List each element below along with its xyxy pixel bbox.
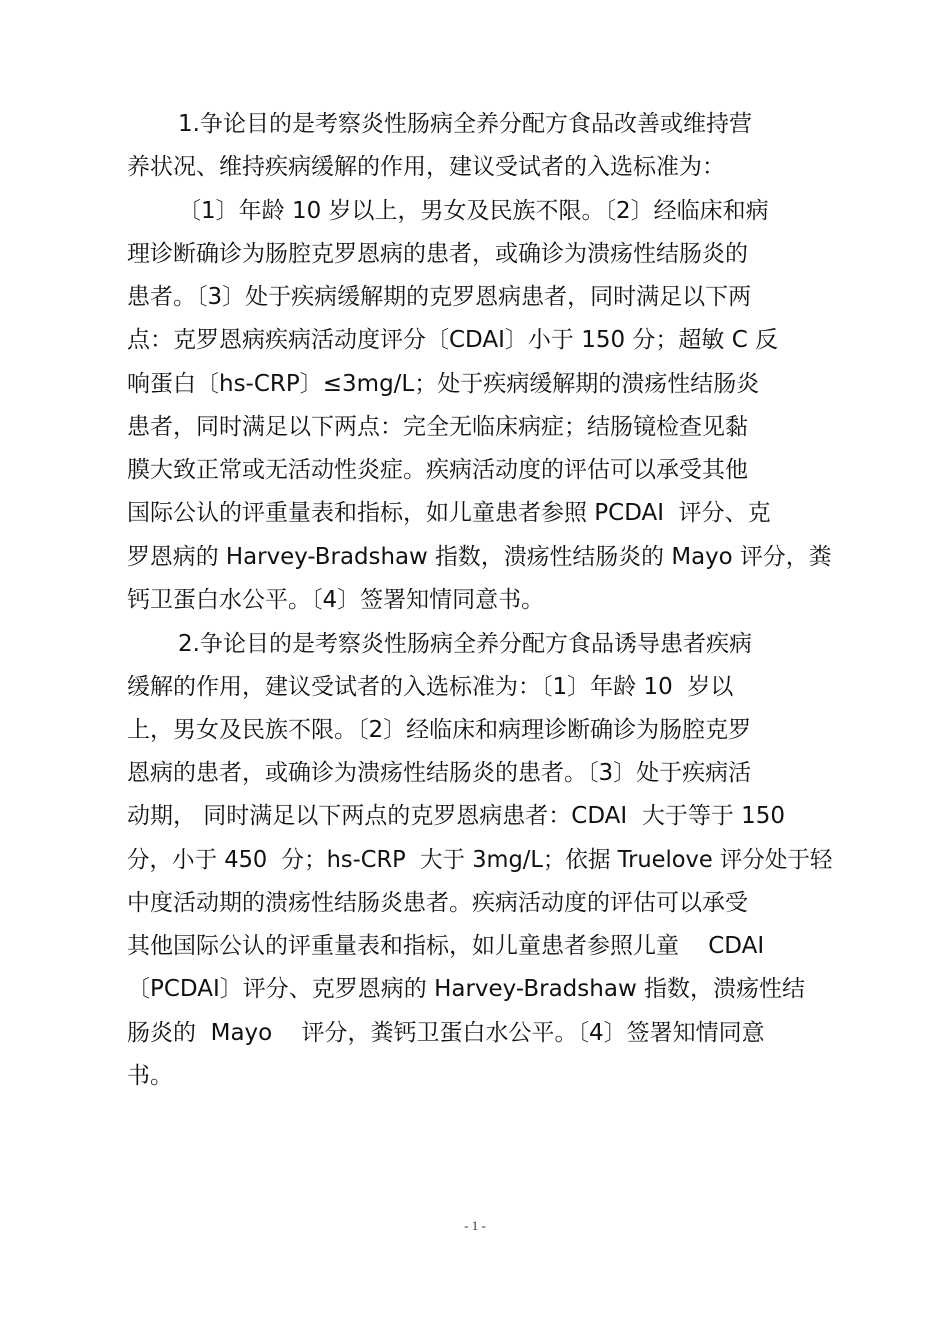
text-line: 上，男女及民族不限。〔2〕经临床和病理诊断确诊为肠腔克罗: [127, 717, 752, 743]
text-line: 中度活动期的溃疡性结肠炎患者。疾病活动度的评估可以承受: [127, 890, 748, 916]
text-line: 书。: [127, 1063, 173, 1089]
text-line: 膜大致正常或无活动性炎症。疾病活动度的评估可以承受其他: [127, 457, 748, 483]
page-number: - 1 -: [464, 1218, 486, 1233]
text-line: 〔1〕年龄 10 岁以上，男女及民族不限。〔2〕经临床和病: [178, 198, 769, 224]
text-line: 养状况、维持疾病缓解的作用，建议受试者的入选标准为：: [127, 154, 725, 180]
text-line: 患者，同时满足以下两点：完全无临床病症；结肠镜检查见黏: [127, 414, 748, 440]
text-line: 理诊断确诊为肠腔克罗恩病的患者，或确诊为溃疡性结肠炎的: [127, 241, 748, 267]
text-line: 罗恩病的 Harvey-Bradshaw 指数，溃疡性结肠炎的 Mayo 评分，粪: [127, 544, 832, 570]
text-line: 〔PCDAI〕评分、克罗恩病的 Harvey-Bradshaw 指数，溃疡性结: [127, 976, 806, 1002]
text-line: 缓解的作用，建议受试者的入选标准为：〔1〕年龄 10 岁以: [127, 674, 734, 700]
text-line: 患者。〔3〕处于疾病缓解期的克罗恩病患者，同时满足以下两: [127, 284, 752, 310]
text-line: 点：克罗恩病疾病活动度评分〔CDAI〕小于 150 分；超敏 C 反: [127, 327, 779, 353]
text-line: 肠炎的 Mayo 评分，粪钙卫蛋白水公平。〔4〕签署知情同意: [127, 1020, 765, 1046]
text-line: 钙卫蛋白水公平。〔4〕签署知情同意书。: [127, 587, 545, 613]
text-line: 2.争论目的是考察炎性肠病全养分配方食品诱导患者疾病: [178, 631, 752, 657]
text-line: 动期， 同时满足以下两点的克罗恩病患者：CDAI 大于等于 150: [127, 803, 786, 829]
text-line: 分，小于 450 分；hs-CRP 大于 3mg/L；依据 Truelove 评分处于轻: [127, 847, 833, 873]
text-line: 响蛋白〔hs-CRP〕≤3mg/L；处于疾病缓解期的溃疡性结肠炎: [127, 371, 760, 397]
text-line: 恩病的患者，或确诊为溃疡性结肠炎的患者。〔3〕处于疾病活: [127, 760, 752, 786]
text-line: 其他国际公认的评重量表和指标，如儿童患者参照儿童 CDAI: [127, 933, 765, 959]
text-line: 国际公认的评重量表和指标，如儿童患者参照 PCDAI 评分、克: [127, 500, 771, 526]
text-line: 1.争论目的是考察炎性肠病全养分配方食品改善或维持营: [178, 111, 752, 137]
